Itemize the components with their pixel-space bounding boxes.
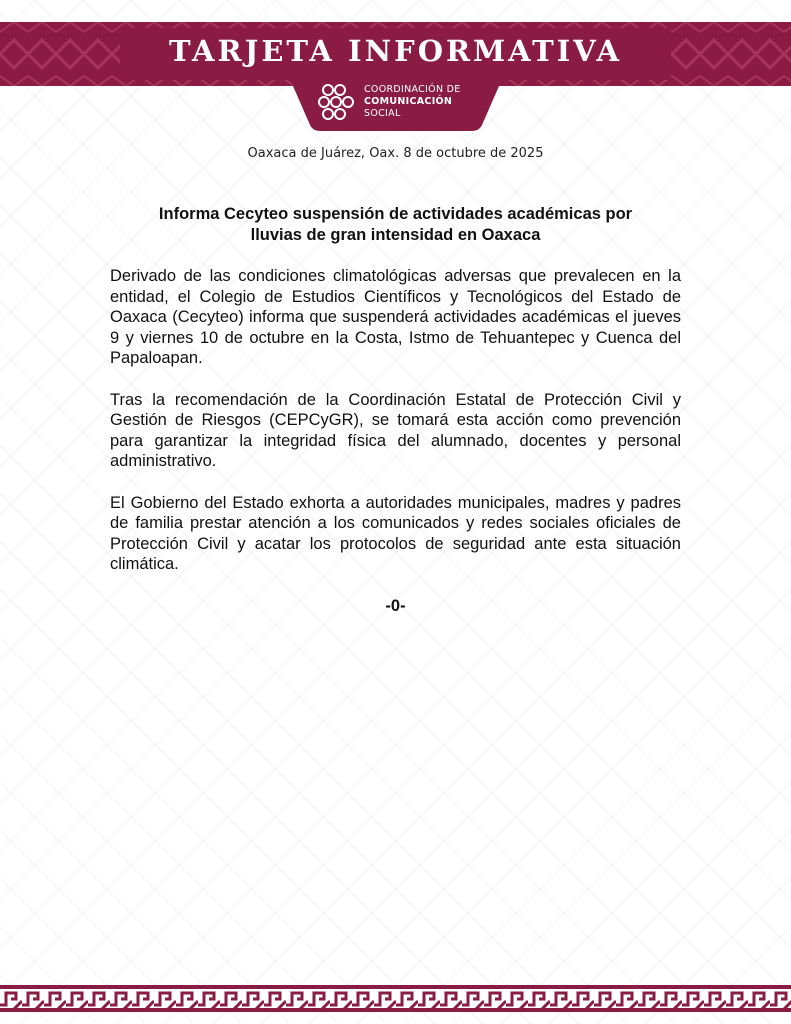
closing-mark: -0- bbox=[385, 597, 406, 615]
document-date: Oaxaca de Juárez, Oax. 8 de octubre de 2025 bbox=[247, 146, 544, 161]
logo-line-2: COMUNICACIÓN bbox=[364, 96, 453, 107]
page-title: TARJETA INFORMATIVA bbox=[169, 34, 622, 68]
paragraph-2: Tras la recomendación de la Coordinación Estatal de Protección Civil y Gestión de Riesgos (CEPCyGR), se tomará esta acción como prevención para garantizar la integridad física del alumnado, docentes y personal administrativo. bbox=[110, 390, 681, 470]
body-text bbox=[110, 266, 681, 596]
headline bbox=[110, 204, 681, 246]
logo-line-1: COORDINACIÓN DE bbox=[364, 84, 461, 95]
paragraph-1: Derivado de las condiciones climatológicas adversas que prevalecen en la entidad, el Colegio de Estudios Científicos y Tecnológicos del Estado de Oaxaca (Cecyteo) informa que suspenderá actividades académicas el jueves 9 y viernes 10 de octubre en la Costa, Istmo de Tehuantepec y Cuenca del Papaloapan. bbox=[110, 267, 681, 367]
oaxaca-knot-icon bbox=[318, 82, 354, 122]
logo-line-3: SOCIAL bbox=[364, 108, 401, 119]
headline-line-2: lluvias de gran intensidad en Oaxaca bbox=[250, 226, 541, 244]
headline-line-1: Informa Cecyteo suspensión de actividades académicas por bbox=[158, 205, 633, 223]
footer-band bbox=[0, 985, 791, 1012]
coordination-logo bbox=[318, 80, 488, 124]
paragraph-3: El Gobierno del Estado exhorta a autoridades municipales, madres y padres de familia prestar atención a los comunicados y redes sociales oficiales de Protección Civil y acatar los protocolos de seguridad ante esta situación climática. bbox=[110, 493, 681, 573]
logo-text bbox=[364, 84, 461, 120]
